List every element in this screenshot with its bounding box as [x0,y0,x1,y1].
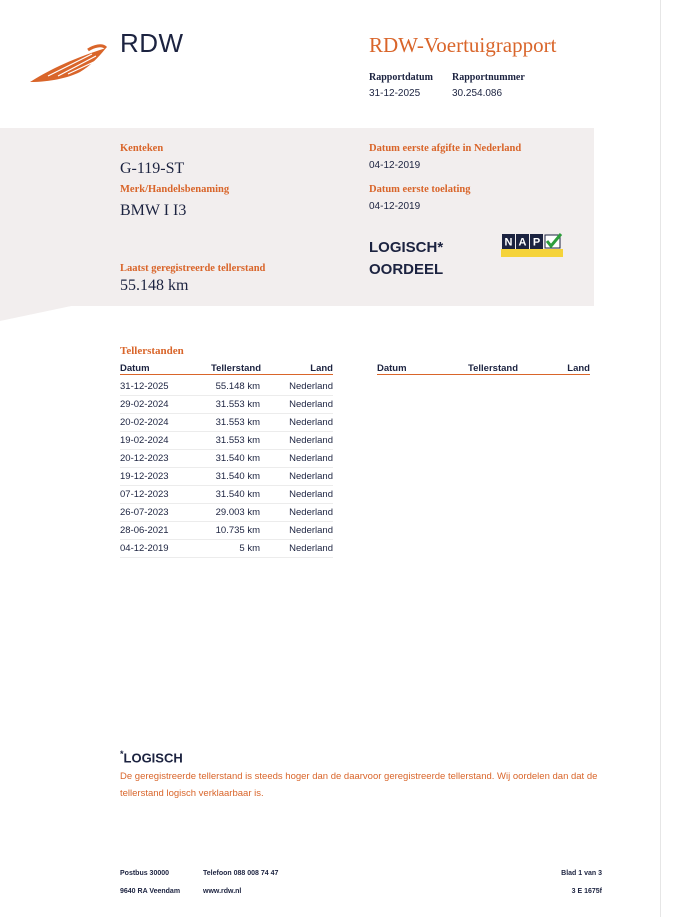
oordeel-block [369,237,443,281]
rapportdatum-label: Rapportdatum [369,72,433,83]
merk-label: Merk/Handelsbenaming [120,184,230,195]
header-rule-left [120,374,333,375]
tellerstand-value: 55.148 km [120,277,189,294]
row-land: Nederland [260,378,333,396]
table-row [120,504,333,522]
col-land-header-2: Land [567,363,590,374]
band-tail [0,305,76,321]
row-land: Nederland [260,414,333,432]
row-datum: 29-02-2024 [120,396,190,414]
row-datum: 31-12-2025 [120,378,190,396]
row-land: Nederland [260,468,333,486]
row-tellerstand: 31.540 km [190,468,260,486]
nap-letter-p: P [532,236,541,249]
col-datum-header-2: Datum [377,363,407,374]
header-rule-right [377,374,590,375]
rdw-logo-text: RDW [120,28,184,58]
rapportdatum-value: 31-12-2025 [369,88,421,99]
table-row [120,378,333,396]
footnote-title [120,749,183,765]
row-tellerstand: 10.735 km [190,522,260,540]
row-land: Nederland [260,450,333,468]
table-row [120,486,333,504]
footnote-text: De geregistreerde tellerstand is steeds hoger dan de daarvoor geregistreerde tellerstand. Wij oordelen dan dat de tellerstand logisch verklaarbaar is. [120,771,598,799]
rapportnummer-value: 30.254.086 [452,88,503,99]
vehicle-info-band [0,128,594,306]
table-row [120,414,333,432]
table-row [120,432,333,450]
footer-postbus: Postbus 30000 [120,870,170,877]
oordeel-line-2: OORDEEL [369,261,444,278]
row-land: Nederland [260,522,333,540]
report-title: RDW-Voertuigrapport [369,33,557,57]
row-datum: 20-02-2024 [120,414,190,432]
footer-telefoon: Telefoon 088 008 74 47 [203,870,279,877]
col-datum-header: Datum [120,363,150,374]
row-land: Nederland [260,540,333,558]
footer-website: www.rdw.nl [203,888,242,895]
table-row [120,468,333,486]
merk-value: BMW I I3 [120,202,187,219]
kenteken-value: G-119-ST [120,160,185,177]
afgifte-label: Datum eerste afgifte in Nederland [369,143,522,154]
afgifte-value: 04-12-2019 [369,160,421,171]
row-tellerstand: 5 km [190,540,260,558]
row-datum: 04-12-2019 [120,540,190,558]
footer-blad: Blad 1 van 3 [561,870,602,877]
footer-adres: 9640 RA Veendam [120,888,181,895]
row-tellerstand: 31.553 km [190,396,260,414]
row-tellerstand: 31.553 km [190,432,260,450]
row-datum: 28-06-2021 [120,522,190,540]
kenteken-label: Kenteken [120,143,164,154]
tellerstanden-title: Tellerstanden [120,345,184,357]
row-tellerstand: 29.003 km [190,504,260,522]
tellerstand-label: Laatst geregistreerde tellerstand [120,263,266,274]
footnote-title-text: LOGISCH [123,750,183,766]
nap-logo-icon [501,233,563,257]
table-row [120,450,333,468]
row-tellerstand: 55.148 km [190,378,260,396]
row-tellerstand: 31.540 km [190,450,260,468]
nap-letter-n: N [504,236,513,249]
oordeel-line-1: LOGISCH* [369,239,444,256]
footer-code: 3 E 1675f [571,888,602,895]
rdw-logo-icon [28,42,108,86]
row-datum: 19-02-2024 [120,432,190,450]
table-row [120,396,333,414]
row-tellerstand: 31.553 km [190,414,260,432]
nap-letter-a: A [518,236,527,249]
table-row [120,522,333,540]
toelating-value: 04-12-2019 [369,201,421,212]
row-land: Nederland [260,486,333,504]
toelating-label: Datum eerste toelating [369,184,471,195]
row-tellerstand: 31.540 km [190,486,260,504]
row-land: Nederland [260,396,333,414]
row-datum: 26-07-2023 [120,504,190,522]
tellerstanden-table [120,378,333,558]
row-datum: 19-12-2023 [120,468,190,486]
col-tellerstand-header: Tellerstand [211,363,261,374]
col-tellerstand-header-2: Tellerstand [468,363,518,374]
rapportnummer-label: Rapportnummer [452,72,525,83]
row-land: Nederland [260,504,333,522]
table-row [120,540,333,558]
row-datum: 20-12-2023 [120,450,190,468]
footnote-marker: * [120,749,124,759]
row-datum: 07-12-2023 [120,486,190,504]
row-land: Nederland [260,432,333,450]
col-land-header: Land [310,363,333,374]
page-edge [660,0,661,917]
